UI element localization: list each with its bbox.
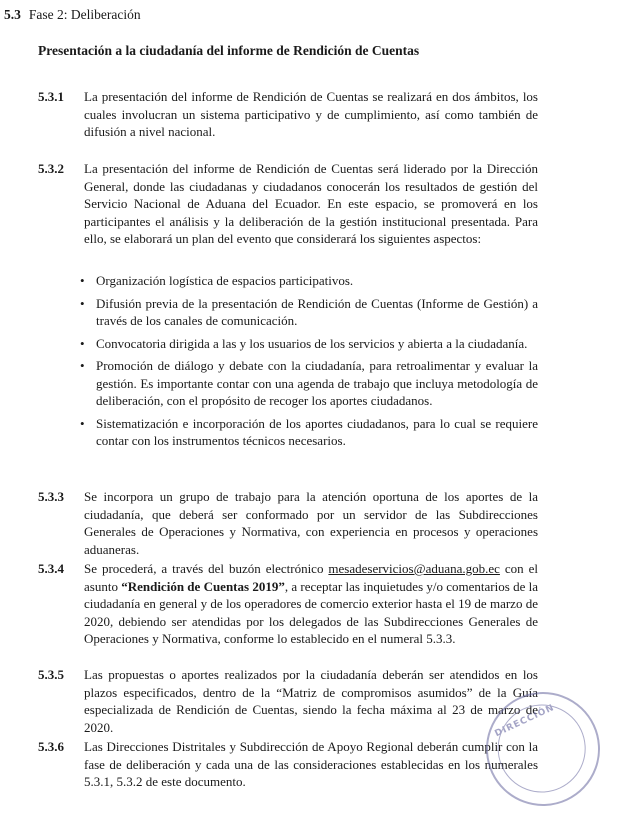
paragraph-text: Las Direcciones Distritales y Subdirección de Apoyo Regional deberán cumplir con la fase de deliberación y cada una de las consideraciones establecidas en los numerales 5.3.1, 5.3.2 de este documento. — [84, 739, 538, 789]
text-fragment: , a receptar las inquietudes y/o comentarios de la ciudadanía en general y de los operadores de comercio exterior hasta el 19 de marzo de 2020, debiendo ser atendidas por los delegados de las Subdirecciones Generales de Operaciones y Normativa, conforme lo establecido en el numeral 5.3.3. — [84, 578, 538, 646]
paragraph-text: Las propuestas o aportes realizados por la ciudadanía deberán ser atendidos en los plazos especificados, dentro de la “Matriz de compromisos asumidos” de la Guía especializada de Rendición de Cuentas, siendo la fecha máxima al 23 de marzo de 2020. — [84, 667, 538, 735]
paragraph-number: 5.3.3 — [38, 489, 64, 504]
paragraph-5-3-1 — [38, 88, 538, 141]
list-item: • Promoción de diálogo y debate con la ciudadanía, para retroalimentar y evaluar la gestión. Es importante contar con una agenda de trabajo que incluya metodología de deliberación, con el propósito de recoger los aportes ciudadanos. — [80, 357, 538, 410]
paragraph-text: La presentación del informe de Rendición de Cuentas se realizará en dos ámbitos, los cuales involucran un sistema participativo y de cumplimiento, así como también de difusión a nivel nacional. — [84, 89, 538, 139]
paragraph-text: La presentación del informe de Rendición de Cuentas será liderado por la Dirección General, donde las ciudadanas y ciudadanos conocerán los resultados de gestión del Servicio Nacional de Aduana del Ecuador. En este espacio, se promoverá en los participantes el análisis y la deliberación de la gestión institucional presentada. Para ello, se elaborará un plan del evento que considerará los siguientes aspectos: — [84, 161, 538, 246]
paragraph-5-3-5 — [38, 666, 538, 736]
section-number: 5.3 — [4, 7, 21, 22]
email-subject: “Rendición de Cuentas 2019” — [121, 578, 285, 594]
paragraph-5-3-4 — [38, 560, 538, 648]
paragraph-number: 5.3.1 — [38, 89, 64, 104]
list-item: • Sistematización e incorporación de los aportes ciudadanos, para lo cual se requiere contar con los instrumentos técnicos necesarios. — [80, 415, 538, 450]
text-fragment: Se procederá, a través del buzón electrónico — [84, 561, 329, 576]
paragraph-number: 5.3.2 — [38, 161, 64, 176]
paragraph-number: 5.3.6 — [38, 739, 64, 754]
list-item: • Organización logística de espacios participativos. — [80, 272, 538, 290]
list-item: • Difusión previa de la presentación de Rendición de Cuentas (Informe de Gestión) a través de los canales de comunicación. — [80, 295, 538, 330]
section-title: Fase 2: Deliberación — [28, 7, 141, 22]
stamp-text: DIRECCIÓN — [493, 702, 557, 740]
paragraph-5-3-3 — [38, 488, 538, 558]
section-heading — [4, 6, 141, 24]
paragraph-5-3-6 — [38, 738, 538, 791]
paragraph-text — [84, 560, 538, 648]
subsection-title: Presentación a la ciudadanía del informe de Rendición de Cuentas — [38, 43, 420, 58]
paragraph-number: 5.3.4 — [38, 561, 64, 576]
text-fragment: con el asunto — [84, 561, 538, 594]
paragraph-number: 5.3.5 — [38, 667, 64, 682]
paragraph-5-3-2 — [38, 160, 538, 248]
email-link[interactable]: mesadeservicios@aduana.gob.ec — [328, 561, 500, 576]
aspects-list — [80, 272, 538, 455]
list-item: • Convocatoria dirigida a las y los usuarios de los servicios y abierta a la ciudadanía. — [80, 335, 538, 353]
paragraph-text: Se incorpora un grupo de trabajo para la atención oportuna de los aportes de la ciudadanía, que deberá ser conformado por un servidor de las Subdirecciones Generales de Operaciones y Normativa, con experiencia en procesos y operaciones aduaneras. — [84, 489, 538, 557]
